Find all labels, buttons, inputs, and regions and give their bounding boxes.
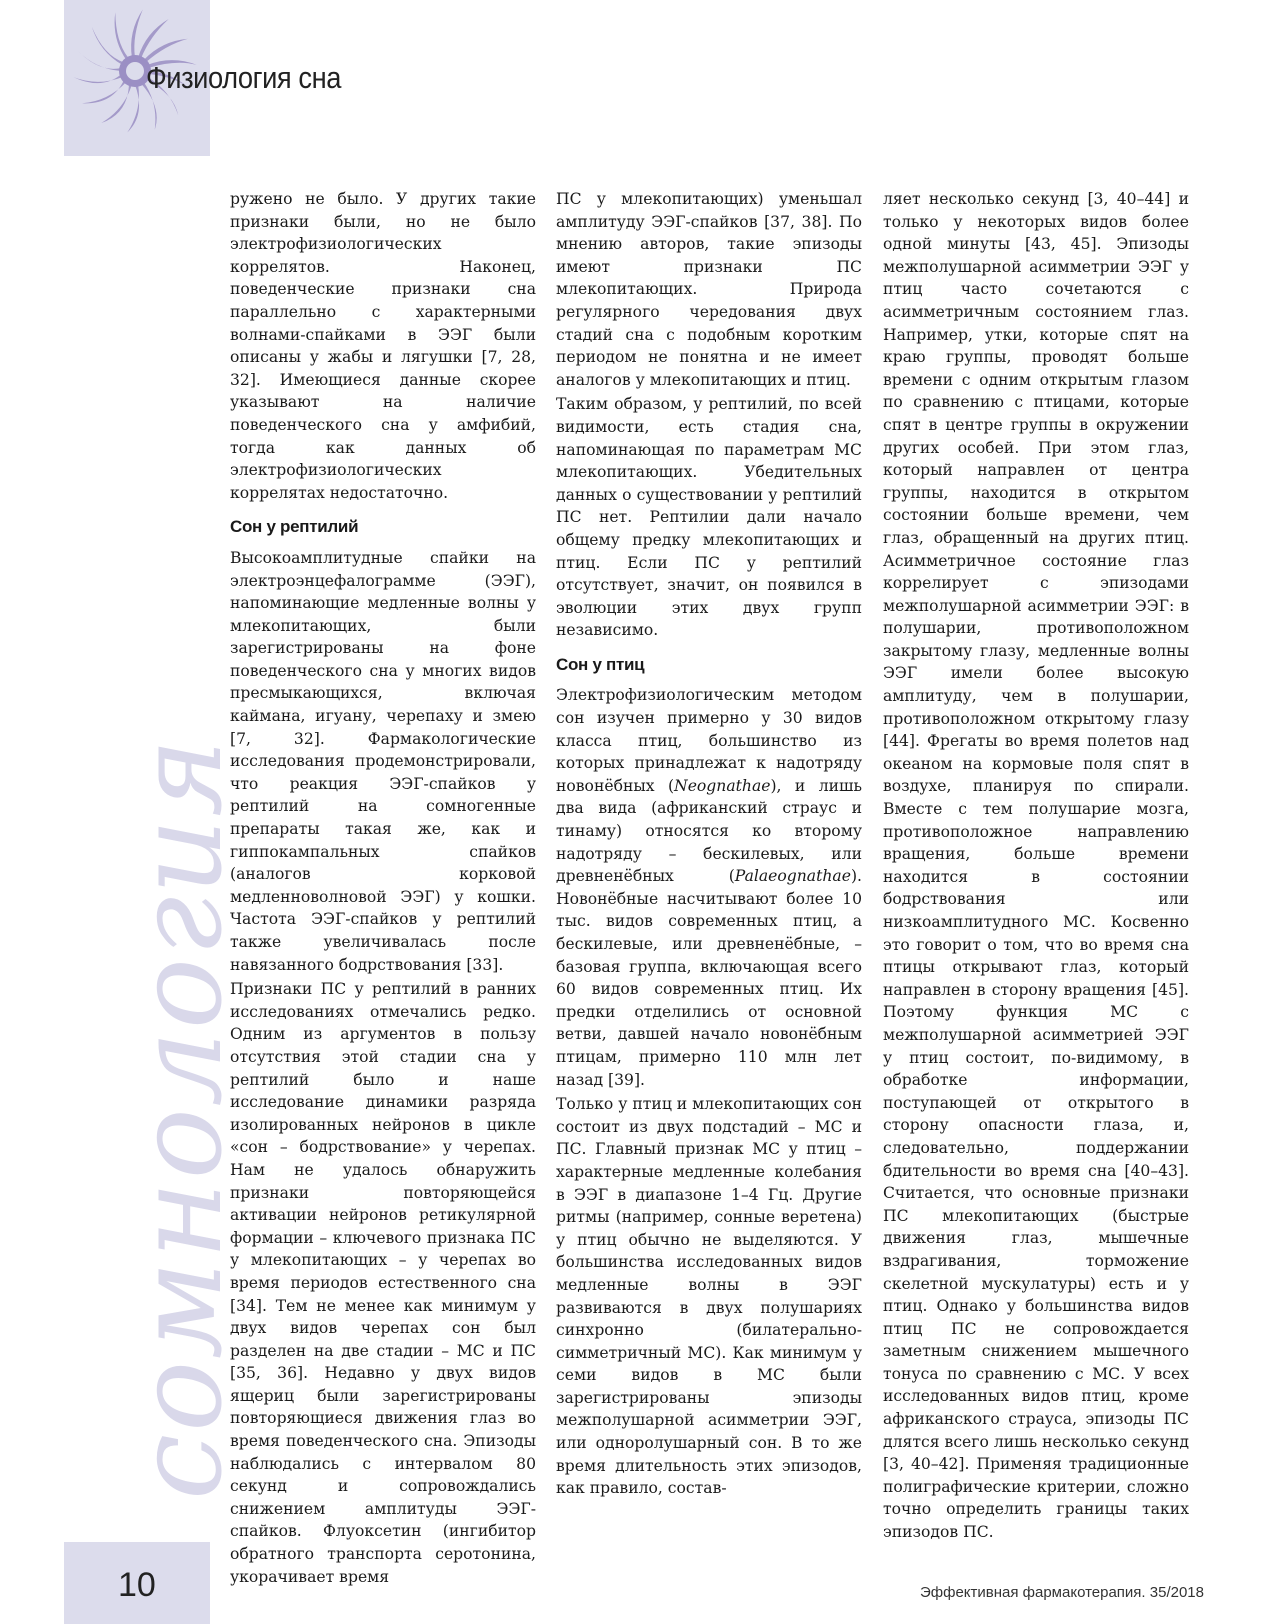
paragraph: Таким образом, у рептилий, по всей видимости, есть стадия сна, напоминающая по параметрам МС млекопитающих. Убедительных данных о существовании у рептилий ПС нет. Рептилии дали начало общему предку млекопитающих и птиц. Если ПС у рептилий отсутствует, значит, он появился в эволюции этих двух групп независимо.	[556, 395, 862, 640]
journal-footer: Эффективная фармакотерапия. 35/2018	[919, 1584, 1204, 1601]
star-ray	[115, 12, 129, 60]
star-ray	[144, 39, 188, 63]
section-title: Физиология сна	[146, 60, 341, 95]
section-heading-reptiles: Сон у рептилий	[230, 517, 359, 537]
paragraph: ПС у млекопитающих) уменьшал амплитуду ЭЭГ-спайков [37, 38]. По мнению авторов, такие эпизоды имеют признаки ПС млекопитающих. Природа регулярного чередования двух стадий сна с подобным коротким периодом не понятна и не имеет аналогов у млекопитающих и птиц.	[556, 190, 862, 389]
star-ray	[82, 80, 126, 104]
paragraph: Только у птиц и млекопитающих сон состоит из двух подстадий – МС и ПС. Главный признак МС у птиц – характерные медленные колебания в ЭЭГ в диапазоне 1–4 Гц. Другие ритмы (например, сонные веретена) у птиц обычно не выделяются. У большинства исследованных видов медленные волны в ЭЭГ развиваются в двух полушариях синхронно (билатерально-симметричный МС). Как минимум у семи видов в МС были зарегистрированы эпизоды межполушарной асимметрии ЭЭГ, или одноролушарный сон. В то же время длительность этих эпизодов, как правило, состав-	[556, 1095, 862, 1498]
paragraph: Высокоамплитудные спайки на электроэнцефалограмме (ЭЭГ), напоминающие медленные волны у млекопитающих, были зарегистрированы на фоне поведенческого сна у многих видов пресмыкающихся, включая каймана, игуану, черепаху и змею [7, 32]. Фармакологические исследования продемонстрировали, что реакция ЭЭГ-спайков у рептилий на сомногенные препараты такая же, как и гиппокампальных спайков (аналогов корковой медленноволновой ЭЭГ) у кошки. Частота ЭЭГ-спайков у рептилий также увеличивалась после навязанного бодрствования [33].	[230, 548, 536, 974]
section-heading-birds: Сон у птиц	[556, 654, 645, 674]
paragraph: Электрофизиологическим методом сон изучен примерно у 30 видов класса птиц, большинство из которых принадлежат к надотряду новонёбных (Neognathae), и лишь два вида (африканский страус и тинаму) относятся ко второму надотряду – бескилевых, или древненёбных (Palaeognathae). Новонёбные насчитывают более 10 тыс. видов современных птиц, а бескилевые, или древненёбные, – базовая группа, включающая всего 60 видов современных птиц. Их предки отделились от основной ветви, давшей начало новонёбным птицам, примерно 110 млн лет назад [39].	[556, 686, 862, 1089]
star-ray	[73, 74, 122, 83]
page-number: 10	[118, 1566, 156, 1604]
paragraph: Признаки ПС у рептилий в ранних исследованиях отмечались редко. Одним из аргументов в пользу отсутствия этой стадии сна у рептилий было и наше исследование динамики разряда изолированных нейронов в цикле «сон – бодрствование» у черепах. Нам не удалось обнаружить признаки повторяющейся активации нейронов ретикулярной формации – ключевого признака ПС у млекопитающих – у черепах во время периодов естественного сна [34]. Тем не менее как минимум у двух видов черепах сон был разделен на две стадии – МС и ПС [35, 36]. Недавно у двух видов ящериц были зарегистрированы повторяющиеся движения глаз во время поведенческого сна. Эпизоды наблюдались с интервалом 80 секунд и сопровождались снижением амплитуды ЭЭГ-спайков. Флуоксетин (ингибитор обратного транспорта серотонина, укорачивает время	[230, 980, 536, 1586]
paragraph: ружено не было. У других такие признаки были, но не было электрофизиологических коррелятов. Наконец, поведенческие признаки сна параллельно с характерными волнами-спайками в ЭЭГ были описаны у жабы и лягушки [7, 28, 32]. Имеющиеся данные скорее указывают на наличие поведенческого сна у амфибий, тогда как данных об электрофизиологических коррелятах недостаточно.	[230, 190, 536, 502]
star-ray	[101, 84, 132, 123]
side-section-word: сомнология	[110, 736, 248, 1500]
paragraph: ляет несколько секунд [3, 40–44] и только у некоторых видов более одной минуты [43, 45]. Эпизоды межполушарной асимметрии ЭЭГ у птиц часто сочетаются с асимметричным состоянием глаз. Например, утки, которые спят на краю группы, проводят больше времени с одним открытым глазом по сравнению с птицами, которые спят в центре группы в окружении других особей. При этом глаз, который направлен от центра группы, находится в открытом состоянии больше времени, чем глаз, обращенный на других птиц. Асимметричное состояние глаз коррелирует с эпизодами межполушарной асимметрии ЭЭГ: в полушарии, противоположном закрытому глазу, медленные волны ЭЭГ имели более высокую амплитуду, чем в полушарии, противоположном открытому глазу [44]. Фрегаты во время полетов над океаном на кормовые поля спят в воздухе, планируя по спирали. Вместе с тем полушарие мозга, противоположное направлению вращения, больше времени находится в состоянии бодрствования или низкоамплитудного МС. Косвенно это говорит о том, что во время сна птицы открывают глаз, который направлен в сторону вращения [45]. Поэтому функция МС с межполушарной асимметрией ЭЭГ у птиц состоит, по-видимому, в обработке информации, поступающей от открытого в сторону опасности глаза, и, следовательно, поддержании бдительности во время сна [40–43]. Считается, что основные признаки ПС млекопитающих (быстрые движения глаз, мышечные вздрагивания, торможение скелетной мускулатуры) есть и у птиц. Однако у большинства видов птиц ПС не сопровождается заметным снижением мышечного тонуса по сравнению с МС. У всех исследованных видов птиц, кроме африканского страуса, эпизоды ПС длятся всего лишь несколько секунд [3, 40–42]. Применяя традиционные полиграфические критерии, сложно точно определить границы таких эпизодов ПС.	[883, 190, 1189, 1542]
text-column-3	[883, 188, 1189, 1546]
text-column-1	[230, 188, 536, 1590]
star-ray	[77, 50, 122, 71]
text-column-2	[556, 188, 862, 1502]
